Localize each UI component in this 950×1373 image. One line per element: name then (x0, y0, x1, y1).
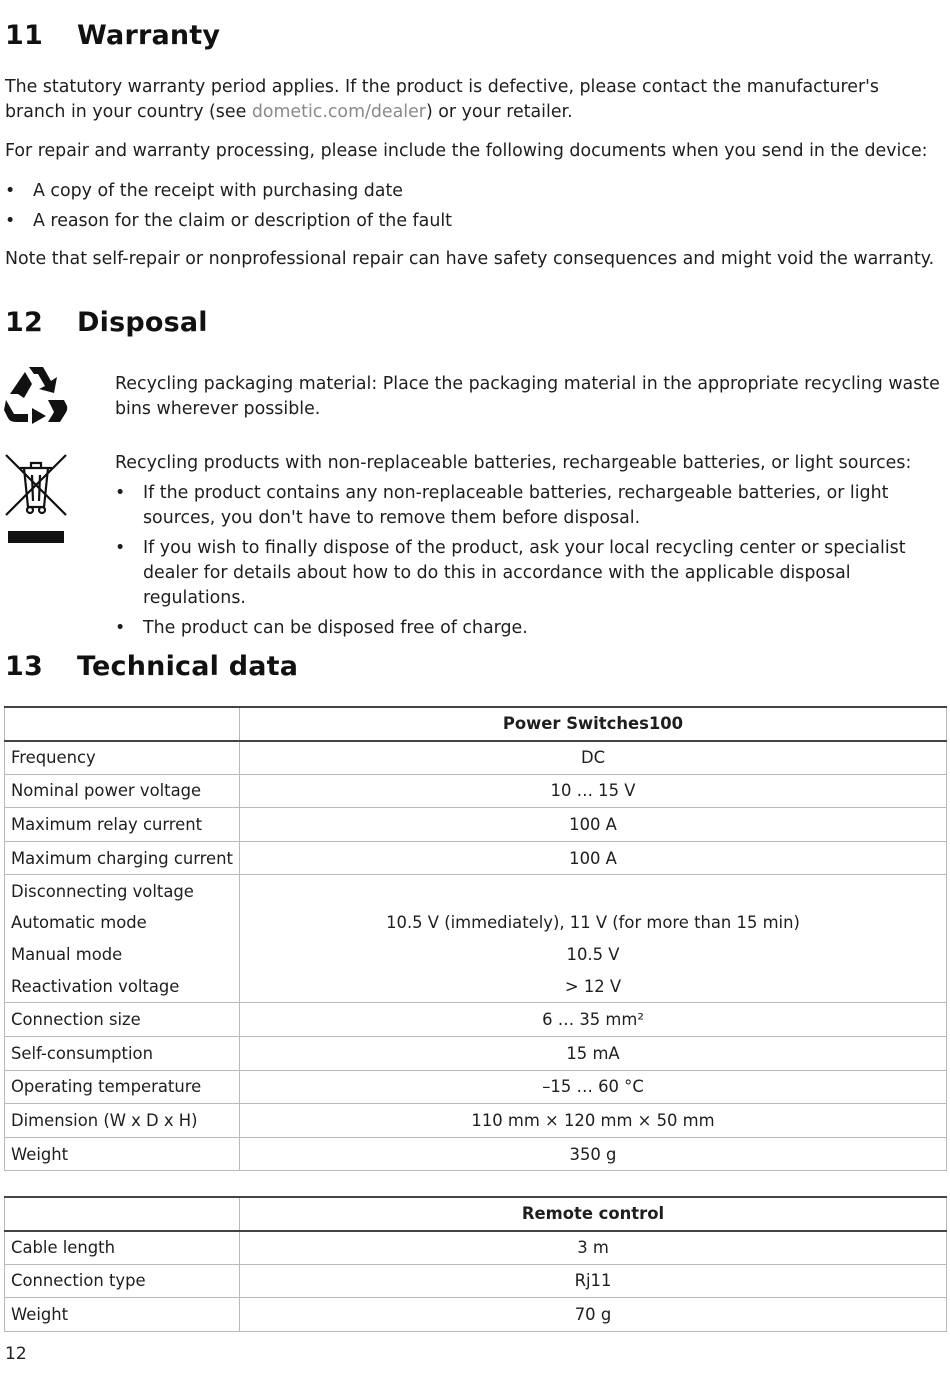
warranty-paragraph-3: Note that self-repair or nonprofessional repair can have safety consequences and might void the warranty. (5, 249, 935, 269)
row-label: Dimension (W x D x H) (5, 1104, 240, 1138)
row-value: 350 g (240, 1137, 947, 1171)
row-value: DC (240, 741, 947, 775)
header-cell-empty (5, 707, 240, 741)
row-label: Connection type (5, 1264, 240, 1298)
table-row (5, 907, 947, 939)
section-title: Warranty (77, 20, 221, 51)
section-number: 11 (5, 20, 43, 51)
row-value: 10.5 V (240, 939, 947, 971)
table-header-row (5, 1197, 947, 1231)
row-label: Maximum charging current (5, 841, 240, 875)
row-label: Automatic mode (5, 907, 240, 939)
list-item: • If the product contains any non-replaceable batteries, rechargeable batteries, or light sources, you don't have to remove them before disposal. (115, 481, 945, 531)
row-label: Manual mode (5, 939, 240, 971)
table-row (5, 1070, 947, 1104)
list-item: • If you wish to finally dispose of the product, ask your local recycling center or specialist dealer for details about how to do this in accordance with the applicable disposal regulations. (115, 536, 945, 611)
row-label: Disconnecting voltage (5, 875, 240, 907)
row-value: 10.5 V (immediately), 11 V (for more than 15 min) (240, 907, 947, 939)
recycling-packaging-text: Recycling packaging material: Place the packaging material in the appropriate recycling waste bins wherever possible. (115, 374, 940, 419)
remote-control-table (4, 1196, 947, 1332)
table-row (5, 808, 947, 842)
row-label: Connection size (5, 1003, 240, 1037)
technical-data-table (4, 706, 947, 1171)
row-value: 70 g (240, 1298, 947, 1332)
table-row (5, 875, 947, 907)
row-label: Frequency (5, 741, 240, 775)
weee-disposal-list (115, 481, 945, 641)
row-value: –15 … 60 °C (240, 1070, 947, 1104)
table-row (5, 1298, 947, 1332)
section-heading-disposal (5, 307, 208, 338)
section-number: 12 (5, 307, 43, 338)
list-item: • The product can be disposed free of charge. (115, 616, 945, 641)
text-span: The statutory warranty period applies. If the product is defective, please contact the manufacturer's branch in your country (see (5, 77, 879, 122)
list-item: • A copy of the receipt with purchasing date (5, 176, 925, 206)
row-label: Operating temperature (5, 1070, 240, 1104)
row-value: 100 A (240, 841, 947, 875)
table-row (5, 1231, 947, 1265)
section-heading-technical-data (5, 651, 298, 682)
list-item: • A reason for the claim or description of the fault (5, 206, 925, 236)
table-row (5, 741, 947, 775)
row-value: Rj11 (240, 1264, 947, 1298)
table-row (5, 939, 947, 971)
crossed-out-bin-icon (4, 453, 68, 545)
table-row (5, 841, 947, 875)
table-row (5, 1037, 947, 1071)
section-title: Disposal (77, 307, 208, 338)
row-label: Weight (5, 1137, 240, 1171)
row-value: 110 mm × 120 mm × 50 mm (240, 1104, 947, 1138)
section-heading-warranty (5, 20, 220, 51)
warranty-documents-list (5, 176, 925, 236)
table-row (5, 774, 947, 808)
row-value: > 12 V (240, 971, 947, 1003)
row-value: 10 … 15 V (240, 774, 947, 808)
section-title: Technical data (77, 651, 299, 682)
table-header-row (5, 707, 947, 741)
warranty-paragraph-1 (5, 75, 935, 125)
header-cell-empty (5, 1197, 240, 1231)
header-cell-product: Power Switches100 (240, 707, 947, 741)
row-label: Nominal power voltage (5, 774, 240, 808)
section-number: 13 (5, 651, 43, 682)
warranty-paragraph-2: For repair and warranty processing, please include the following documents when you send in the device: (5, 141, 928, 161)
table-row (5, 1137, 947, 1171)
table-row (5, 971, 947, 1003)
row-value: 15 mA (240, 1037, 947, 1071)
row-label: Cable length (5, 1231, 240, 1265)
text-span: ) or your retailer. (425, 102, 573, 122)
dealer-link[interactable]: dometic.com/dealer (251, 102, 426, 122)
table-row (5, 1003, 947, 1037)
row-label: Reactivation voltage (5, 971, 240, 1003)
header-cell-product: Remote control (240, 1197, 947, 1231)
recycling-icon (4, 364, 68, 426)
weee-intro-text: Recycling products with non-replaceable batteries, rechargeable batteries, or light sources: (115, 453, 912, 473)
row-value: 100 A (240, 808, 947, 842)
row-value-empty (240, 875, 947, 907)
row-value: 6 … 35 mm² (240, 1003, 947, 1037)
row-label: Weight (5, 1298, 240, 1332)
table-row (5, 1264, 947, 1298)
page-number: 12 (5, 1344, 27, 1364)
table-row (5, 1104, 947, 1138)
row-label: Self-consumption (5, 1037, 240, 1071)
row-value: 3 m (240, 1231, 947, 1265)
row-label: Maximum relay current (5, 808, 240, 842)
